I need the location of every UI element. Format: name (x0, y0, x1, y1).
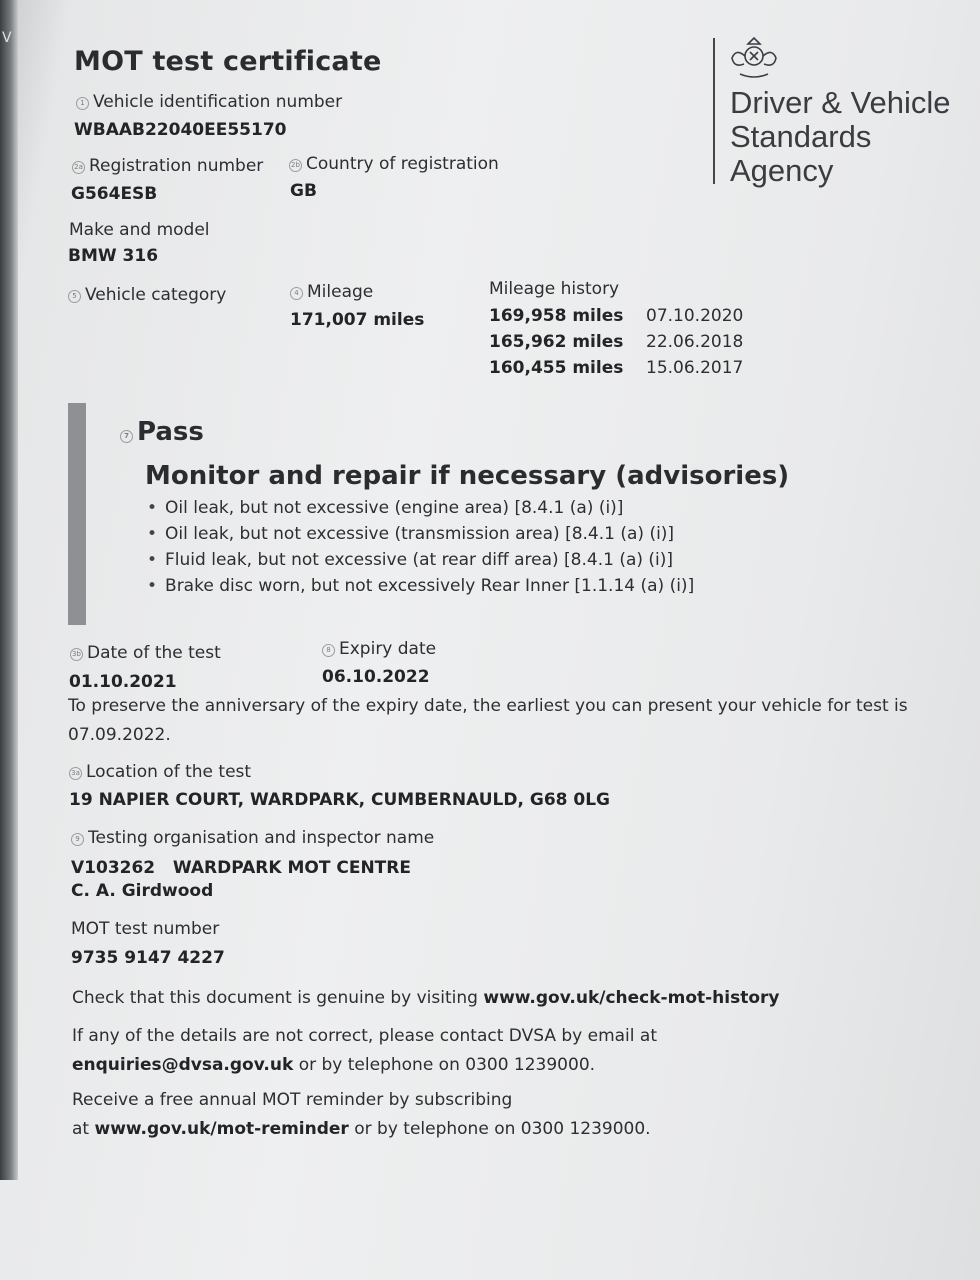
reminder-text: Receive a free annual MOT reminder by subscribing at www.gov.uk/mot-reminder or by telephone on 0300 1239000. (72, 1090, 651, 1139)
result-side-bar (68, 403, 86, 625)
check-genuine-text: Check that this document is genuine by visiting www.gov.uk/check-mot-history (72, 988, 780, 1008)
anniversary-note: To preserve the anniversary of the expiry date, the earliest you can present your vehicle for test is 07.09.2022. (68, 696, 908, 745)
mileage-history-table (489, 306, 743, 384)
mileage-value: 171,007 miles (290, 310, 425, 330)
field-number: 2b (289, 159, 302, 172)
registration-value: G564ESB (71, 184, 158, 204)
field-number: 1 (76, 97, 89, 110)
test-result: 7 Pass (120, 417, 204, 447)
field-number: 7 (120, 430, 133, 443)
field-number: 3a (69, 767, 82, 780)
field-number: 3b (70, 648, 83, 661)
make-model-label: Make and model (69, 220, 210, 240)
vin-value: WBAAB22040EE55170 (74, 120, 287, 140)
field-number: 4 (290, 287, 303, 300)
mot-reminder-link[interactable]: www.gov.uk/mot-reminder (94, 1119, 349, 1139)
country-value: GB (290, 181, 317, 201)
inspector-name: C. A. Girdwood (71, 881, 214, 901)
organisation-label: 9 Testing organisation and inspector name (71, 828, 434, 848)
royal-crest-icon (726, 34, 782, 80)
expiry-date-value: 06.10.2022 (322, 667, 430, 687)
history-date: 07.10.2020 (646, 306, 744, 326)
test-location-label: 3a Location of the test (69, 762, 251, 782)
advisory-item: • Oil leak, but not excessive (transmission area) [8.4.1 (a) (i)] (147, 524, 694, 550)
country-label: 2b Country of registration (289, 154, 499, 174)
history-miles: 160,455 miles (489, 358, 624, 378)
agency-line-3: Agency (730, 153, 834, 188)
expiry-date-label: 8 Expiry date (322, 639, 436, 659)
test-number-value: 9735 9147 4227 (71, 948, 225, 968)
organisation-line-1: V103262 WARDPARK MOT CENTRE (71, 858, 411, 878)
field-number: 8 (322, 644, 335, 657)
advisory-item: • Oil leak, but not excessive (engine area) [8.4.1 (a) (i)] (147, 498, 694, 524)
advisories-list (147, 498, 694, 602)
contact-email-link[interactable]: enquiries@dvsa.gov.uk (72, 1055, 294, 1075)
agency-line-1: Driver & Vehicle (730, 85, 951, 120)
certificate-title: MOT test certificate (74, 46, 382, 77)
registration-label: 2a Registration number (72, 156, 263, 176)
history-date: 15.06.2017 (646, 358, 744, 378)
advisories-heading: Monitor and repair if necessary (advisories) (145, 461, 790, 491)
test-number-label: MOT test number (71, 919, 220, 939)
history-date: 22.06.2018 (646, 332, 744, 352)
agency-line-2: Standards (730, 119, 872, 154)
vehicle-category-label: 5 Vehicle category (68, 285, 226, 305)
field-number: 2a (72, 161, 85, 174)
make-model-value: BMW 316 (68, 246, 159, 266)
field-number: 5 (68, 290, 81, 303)
agency-divider (713, 38, 715, 184)
advisory-item: • Brake disc worn, but not excessively Rear Inner [1.1.14 (a) (i)] (147, 576, 694, 602)
paper-left-edge: V (0, 0, 18, 1180)
mileage-history-row (489, 306, 743, 332)
mileage-label: 4 Mileage (290, 282, 373, 302)
test-date-label: 3b Date of the test (70, 643, 221, 663)
mileage-history-row (489, 358, 743, 384)
mileage-history-label: Mileage history (489, 279, 620, 299)
field-number: 9 (71, 833, 84, 846)
vin-label: 1 Vehicle identification number (76, 92, 342, 112)
history-miles: 169,958 miles (489, 306, 624, 326)
test-date-value: 01.10.2021 (69, 672, 177, 692)
agency-name (730, 86, 951, 188)
contact-text: If any of the details are not correct, please contact DVSA by email at enquiries@dvsa.gov.uk or by telephone on 0300 1239000. (72, 1026, 657, 1075)
check-mot-history-link[interactable]: www.gov.uk/check-mot-history (483, 988, 780, 1008)
advisory-item: • Fluid leak, but not excessive (at rear diff area) [8.4.1 (a) (i)] (147, 550, 694, 576)
test-location-value: 19 NAPIER COURT, WARDPARK, CUMBERNAULD, G68 0LG (69, 790, 611, 810)
mileage-history-row (489, 332, 743, 358)
history-miles: 165,962 miles (489, 332, 624, 352)
